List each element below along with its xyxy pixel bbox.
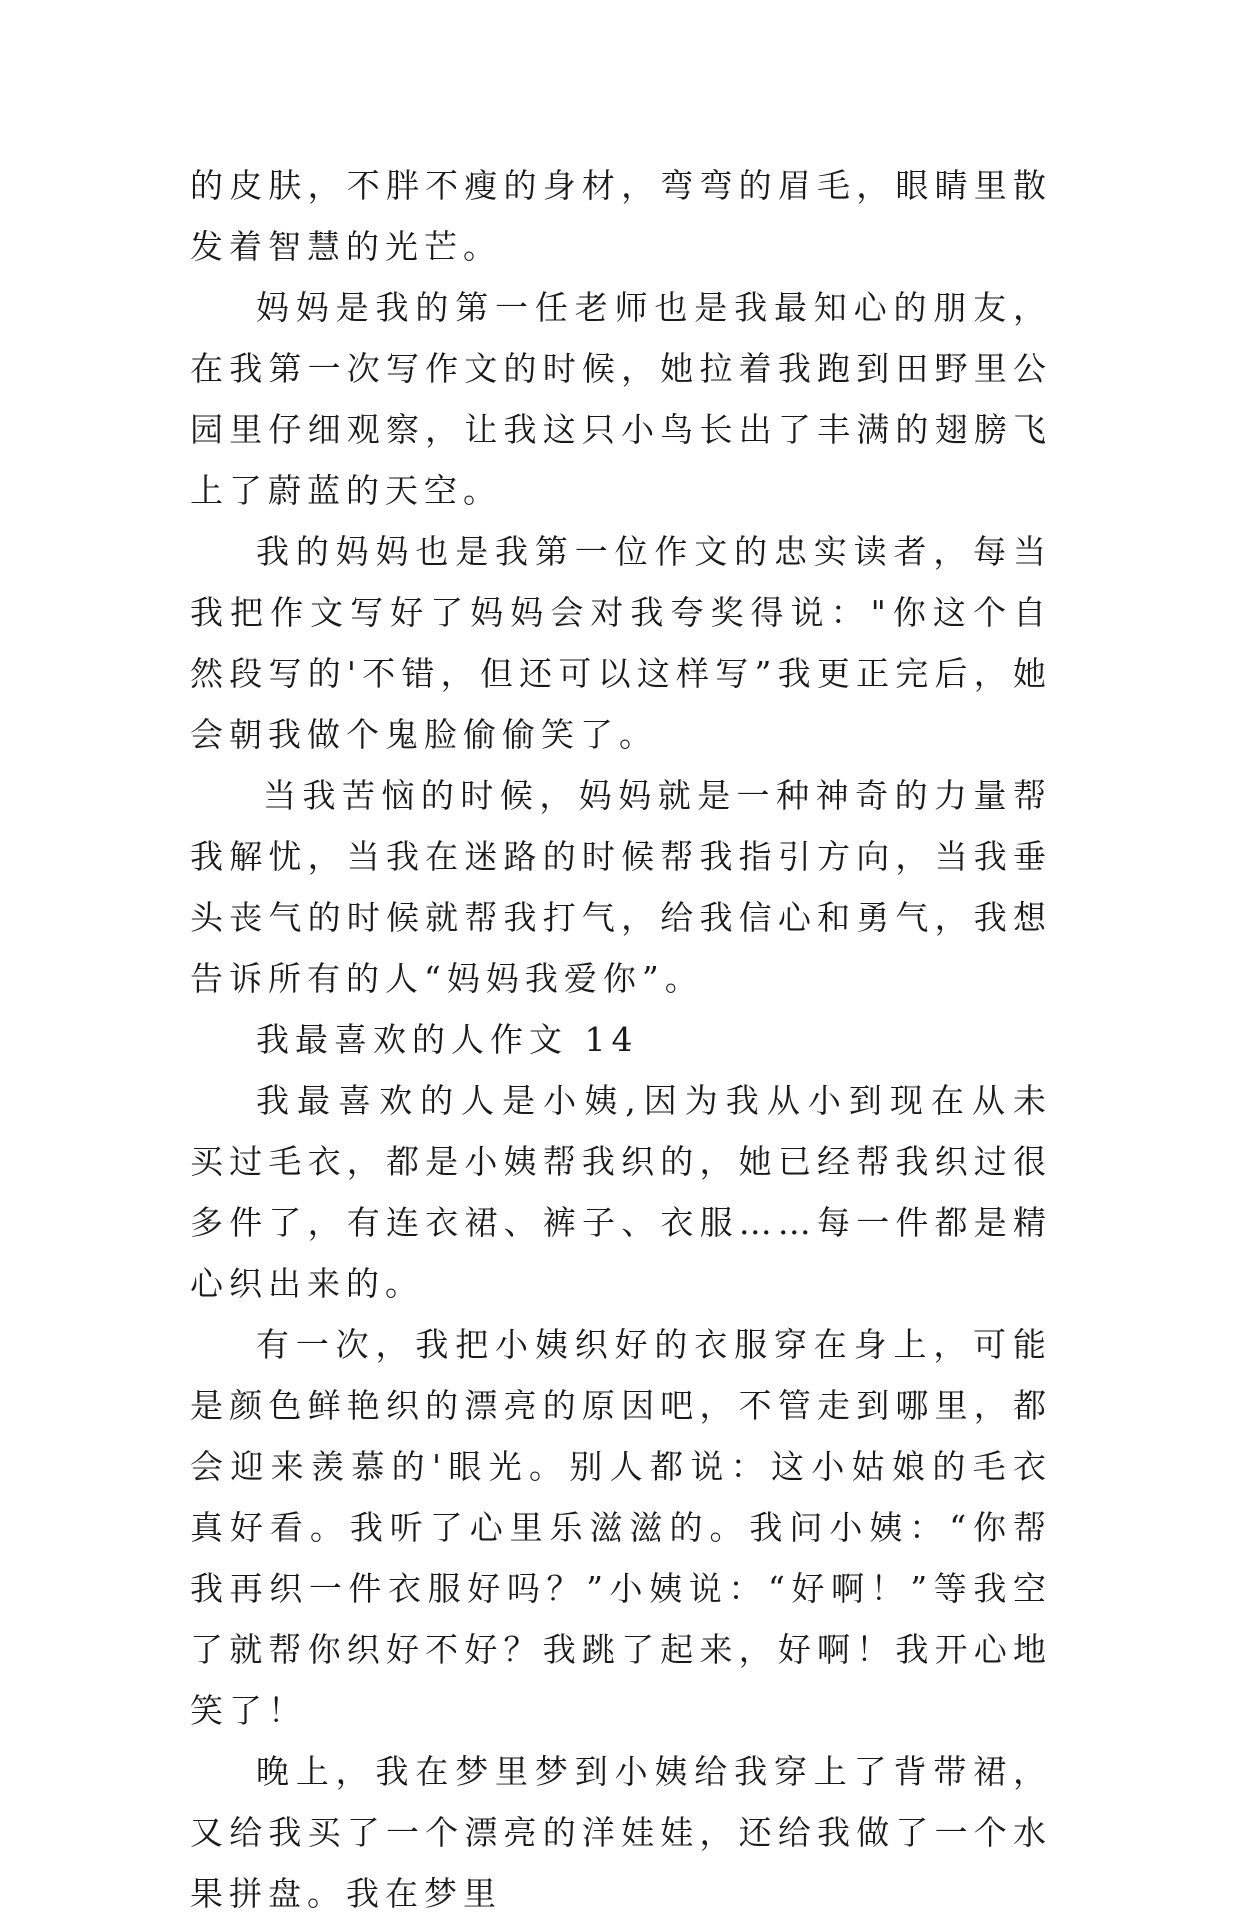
paragraph-continuation: 的皮肤，不胖不瘦的身材，弯弯的眉毛，眼睛里散发着智慧的光芒。 bbox=[190, 166, 1052, 266]
paragraph-aunt-knits: 我最喜欢的人是小姨,因为我从小到现在从未买过毛衣，都是小姨帮我织的，她已经帮我织过很多件了，有连衣裙、裤子、衣服……每一件都是精心织出来的。 bbox=[190, 1081, 1052, 1303]
paragraph-mother-strength: 当我苦恼的时候，妈妈就是一种神奇的力量帮我解忧，当我在迷路的时候帮我指引方向，当我垂头丧气的时候就帮我打气，给我信心和勇气，我想告诉所有的人“妈妈我爱你”。 bbox=[190, 776, 1052, 998]
document-body bbox=[190, 155, 1052, 1924]
paragraph-aunt-dream: 晚上，我在梦里梦到小姨给我穿上了背带裙，又给我买了一个漂亮的洋娃娃，还给我做了一个水果拼盘。我在梦里 bbox=[190, 1752, 1052, 1913]
paragraph-mother-first-teacher: 妈妈是我的第一任老师也是我最知心的朋友，在我第一次写作文的时候，她拉着我跑到田野里公园里仔细观察，让我这只小鸟长出了丰满的翅膀飞上了蔚蓝的天空。 bbox=[190, 288, 1052, 510]
paragraph-aunt-sweater-story: 有一次，我把小姨织好的衣服穿在身上，可能是颜色鲜艳织的漂亮的原因吧，不管走到哪里，都会迎来羡慕的'眼光。别人都说：这小姑娘的毛衣真好看。我听了心里乐滋滋的。我问小姨：“你帮我再织一件衣服好吗？”小姨说：“好啊！”等我空了就帮你织好不好？我跳了起来，好啊！我开心地笑了！ bbox=[190, 1325, 1052, 1730]
paragraph-mother-first-reader: 我的妈妈也是我第一位作文的忠实读者，每当我把作文写好了妈妈会对我夸奖得说："你这个自然段写的'不错，但还可以这样写”我更正完后，她会朝我做个鬼脸偷偷笑了。 bbox=[190, 532, 1052, 754]
essay-heading: 我最喜欢的人作文 14 bbox=[256, 1020, 639, 1059]
